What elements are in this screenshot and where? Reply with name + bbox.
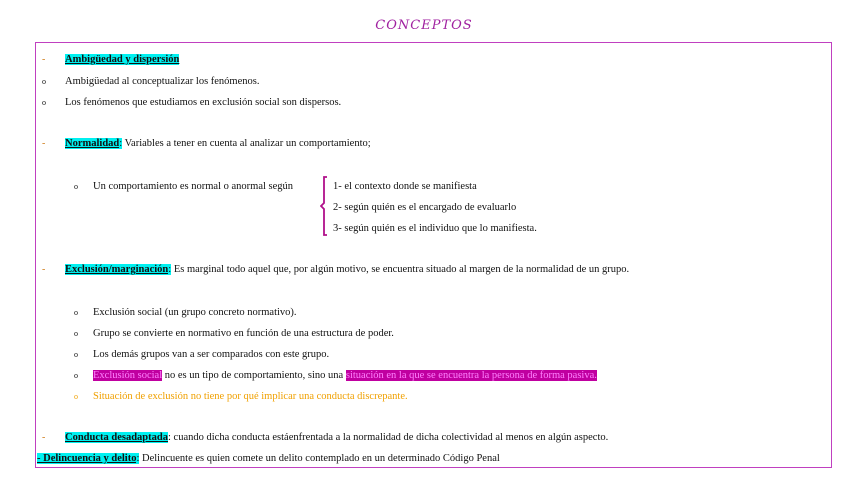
section-heading-conducta: Conducta desadaptada: cuando dicha conducta estáenfrentada a la normalidad de dicha colectividad al menos en algún aspecto.	[65, 432, 609, 443]
list-item: Exclusión social (un grupo concreto normativo).	[93, 307, 297, 318]
section-heading-delincuencia: - Delincuencia y delito: Delincuente es quien comete un delito contemplado en un determinado Código Penal	[37, 453, 500, 464]
criterion-item: 2- según quién es el encargado de evaluarlo	[333, 202, 517, 213]
bullet-icon: o	[42, 98, 46, 107]
page-title: CONCEPTOS	[375, 18, 473, 33]
bullet-icon: o	[74, 308, 78, 317]
bullet-icon: o	[74, 371, 78, 380]
bullet-icon: o	[74, 329, 78, 338]
bullet-icon: o	[74, 350, 78, 359]
list-item: Exclusión social no es un tipo de comportamiento, sino una situación en la que se encuentra la persona de forma pasiva.	[93, 370, 597, 381]
list-item: Un comportamiento es normal o anormal según	[93, 181, 294, 192]
list-item: Ambigüedad al conceptualizar los fenómenos.	[65, 76, 260, 87]
list-dash: -	[42, 432, 46, 443]
section-heading-normalidad: Normalidad: Variables a tener en cuenta al analizar un comportamiento;	[65, 138, 371, 149]
list-dash: -	[42, 264, 46, 275]
list-item: Situación de exclusión no tiene por qué implicar una conducta discrepante.	[93, 391, 408, 402]
bracket-icon	[320, 176, 328, 236]
bullet-icon: o	[74, 182, 78, 191]
list-dash: -	[42, 138, 46, 149]
criterion-item: 1- el contexto donde se manifiesta	[333, 181, 477, 192]
section-heading-ambiguedad: Ambigüedad y dispersión	[65, 54, 180, 65]
criterion-item: 3- según quién es el individuo que lo manifiesta.	[333, 223, 537, 234]
list-dash: -	[42, 54, 46, 65]
bullet-icon: o	[42, 77, 46, 86]
section-heading-exclusion: Exclusión/marginación: Es marginal todo aquel que, por algún motivo, se encuentra situado al margen de la normalidad de un grupo.	[65, 264, 630, 275]
list-item: Los fenómenos que estudiamos en exclusión social son dispersos.	[65, 97, 342, 108]
list-item: Grupo se convierte en normativo en función de una estructura de poder.	[93, 328, 394, 339]
list-item: Los demás grupos van a ser comparados con este grupo.	[93, 349, 330, 360]
bullet-icon: o	[74, 392, 78, 401]
